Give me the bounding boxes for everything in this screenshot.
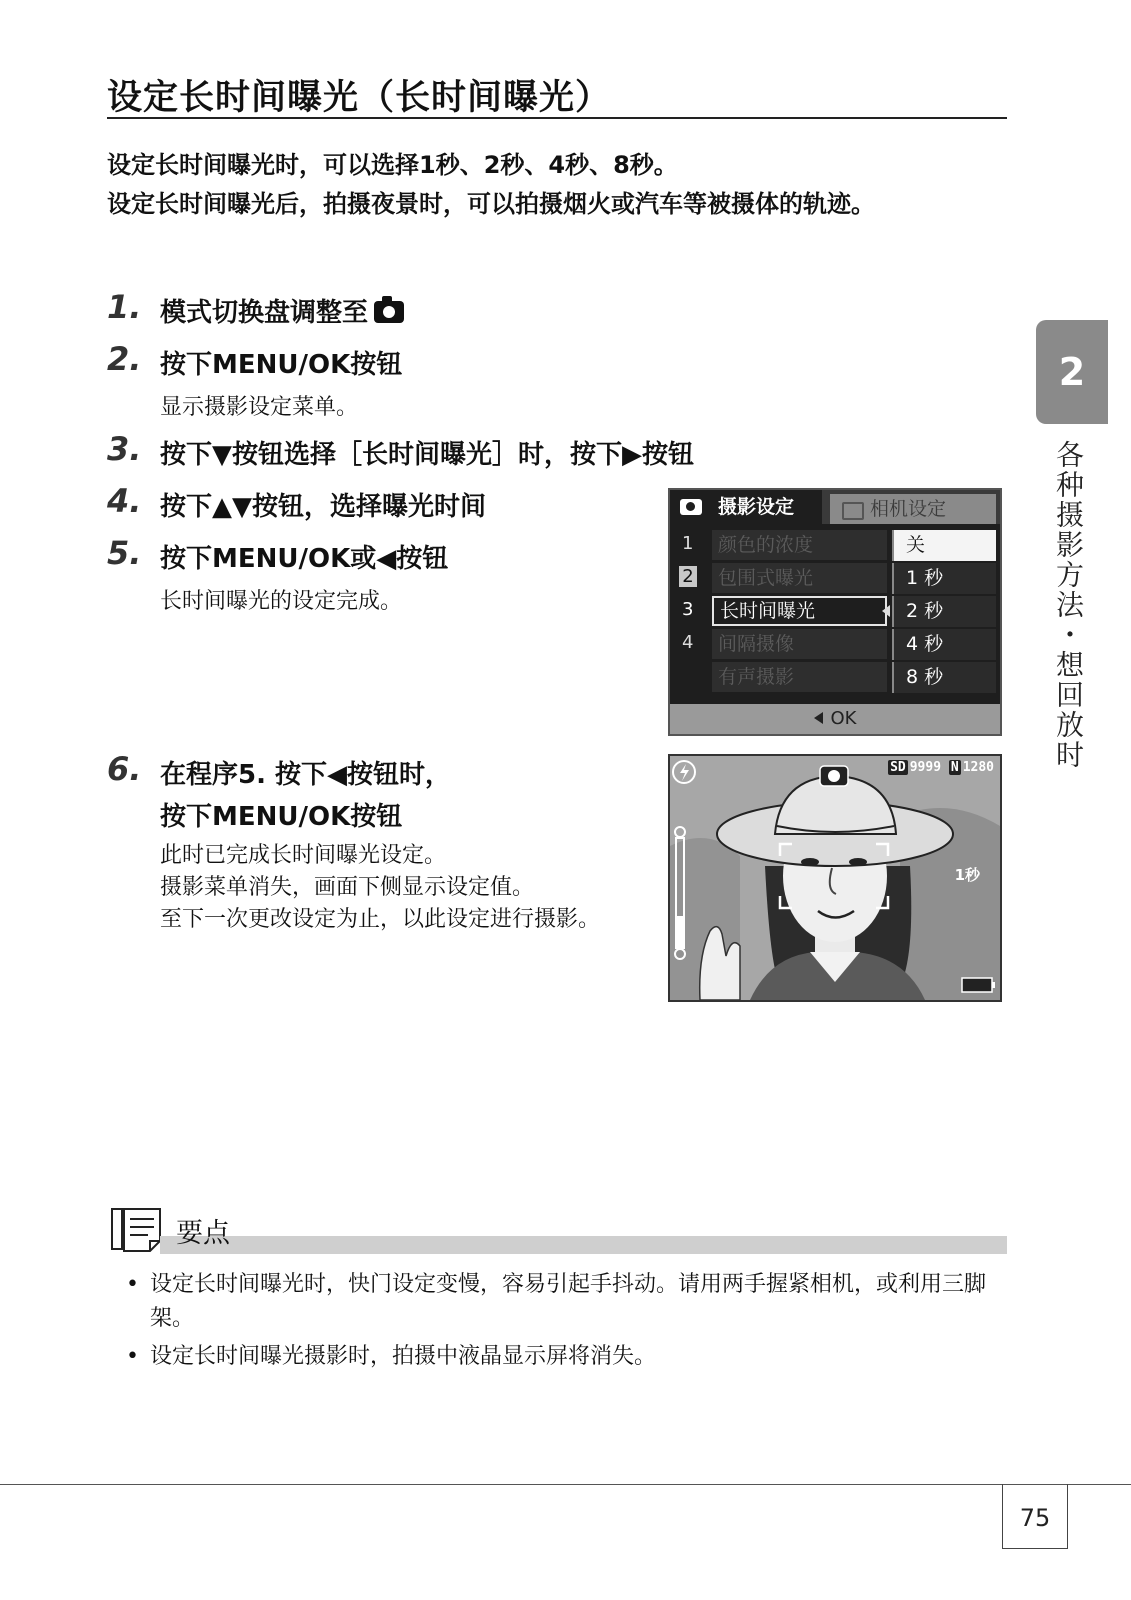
menu-item-interval (670, 629, 890, 661)
step-1-title-text: 模式切换盘调整至 (160, 298, 369, 328)
menu-item-label: 包围式曝光 (712, 563, 887, 593)
intro-line-2: 设定长时间曝光后，拍摄夜景时，可以拍摄烟火或汽车等被摄体的轨迹。 (107, 190, 875, 218)
page-title: 设定长时间曝光（长时间曝光） (107, 78, 612, 118)
shots-remaining: 9999 (909, 760, 942, 775)
note-item (124, 1340, 1024, 1374)
quality-icon: N (950, 760, 959, 775)
camera-icon (680, 499, 702, 515)
menu-item-index: 4 (682, 632, 694, 653)
step-4-title: 按下▲▼按钮，选择曝光时间 (160, 492, 486, 522)
menu-item-label: 有声摄影 (712, 662, 887, 692)
menu-item-audio (670, 662, 890, 694)
option-2s (892, 596, 996, 627)
menu-item-label: 长时间曝光 (712, 596, 887, 626)
menu-footer (670, 704, 1000, 734)
tab-shooting-settings (670, 490, 822, 524)
menu-item-color-depth (670, 530, 890, 562)
live-status-readout (888, 760, 994, 775)
note-title: 要点 (176, 1218, 230, 1249)
exposure-readout: 1秒 (954, 866, 980, 884)
step-6-title-line-2: 按下MENU/OK按钮 (160, 802, 403, 832)
step-3-number: 3. (107, 430, 142, 468)
step-1-number: 1. (107, 288, 142, 326)
camera-mode-icon (374, 301, 404, 323)
footer-rule (0, 1484, 1131, 1485)
step-3-title: 按下▼按钮选择［长时间曝光］时，按下▶按钮 (160, 440, 694, 470)
tab-shooting-label: 摄影设定 (718, 496, 795, 518)
step-2-number: 2. (107, 340, 142, 378)
bullet: • (126, 1344, 139, 1369)
menu-ok-label: OK (830, 708, 857, 729)
setup-icon (842, 502, 864, 520)
resolution-readout: 1280 (962, 760, 994, 775)
step-6-desc-line-3: 至下一次更改设定为止，以此设定进行摄影。 (160, 907, 601, 932)
note-header-bar (160, 1236, 1007, 1254)
step-5-number: 5. (107, 534, 142, 572)
option-4s: 4 秒 (892, 629, 996, 660)
menu-item-label: 颜色的浓度 (712, 530, 887, 560)
option-8s: 8 秒 (892, 662, 996, 693)
step-6-number: 6. (107, 750, 142, 788)
chapter-tab: 2 (1036, 320, 1108, 424)
option-off: 关 (892, 530, 996, 561)
chapter-title: 各种摄影方法・想回放时 (1052, 440, 1085, 770)
camera-live-view-screenshot (668, 754, 1002, 1002)
intro-line-1: 设定长时间曝光时，可以选择1秒、2秒、4秒、8秒。 (107, 151, 678, 179)
menu-item-index: 2 (679, 566, 697, 587)
tab-camera-settings (830, 494, 996, 524)
exposure-options (892, 530, 996, 695)
menu-tab-bar (670, 490, 1000, 524)
sd-card-icon: SD (890, 760, 906, 775)
bullet: • (126, 1272, 139, 1297)
step-6-desc-line-2: 摄影菜单消失，画面下侧显示设定值。 (160, 875, 535, 900)
menu-item-label: 间隔摄像 (712, 629, 887, 659)
step-2-desc: 显示摄影设定菜单。 (160, 395, 359, 420)
note-item-text: 设定长时间曝光时，快门设定变慢，容易引起手抖动。请用两手握紧相机，或利用三脚架。 (150, 1272, 987, 1331)
left-arrow-icon (882, 605, 890, 617)
step-2-title: 按下MENU/OK按钮 (160, 350, 403, 380)
note-item-text: 设定长时间曝光摄影时，拍摄中液晶显示屏将消失。 (150, 1344, 657, 1369)
option-1s: 1 秒 (892, 563, 996, 594)
step-5-title: 按下MENU/OK或◀按钮 (160, 544, 449, 574)
note-item (124, 1268, 1024, 1336)
title-rule (107, 117, 1007, 119)
step-5-desc: 长时间曝光的设定完成。 (160, 589, 403, 614)
step-6-title-line-1: 在程序5. 按下◀按钮时， (160, 760, 452, 790)
portrait-illustration (670, 756, 1000, 1000)
step-1-title (160, 292, 404, 329)
step-6-desc (160, 840, 625, 936)
menu-item-list (670, 530, 890, 695)
left-arrow-icon (814, 712, 823, 724)
step-4-number: 4. (107, 482, 142, 520)
note-list (124, 1268, 1024, 1378)
memo-icon (110, 1207, 166, 1253)
menu-item-index: 3 (682, 599, 694, 620)
camera-menu-screenshot (668, 488, 1002, 736)
menu-item-index: 1 (682, 533, 694, 554)
menu-item-bracket (670, 563, 890, 595)
menu-item-long-exposure (670, 596, 890, 628)
intro (107, 146, 1007, 224)
step-6-desc-line-1: 此时已完成长时间曝光设定。 (160, 843, 447, 868)
option-2s-label: 2 秒 (906, 600, 944, 622)
page-number: 75 (1002, 1484, 1068, 1549)
tab-camera-label: 相机设定 (870, 498, 947, 520)
